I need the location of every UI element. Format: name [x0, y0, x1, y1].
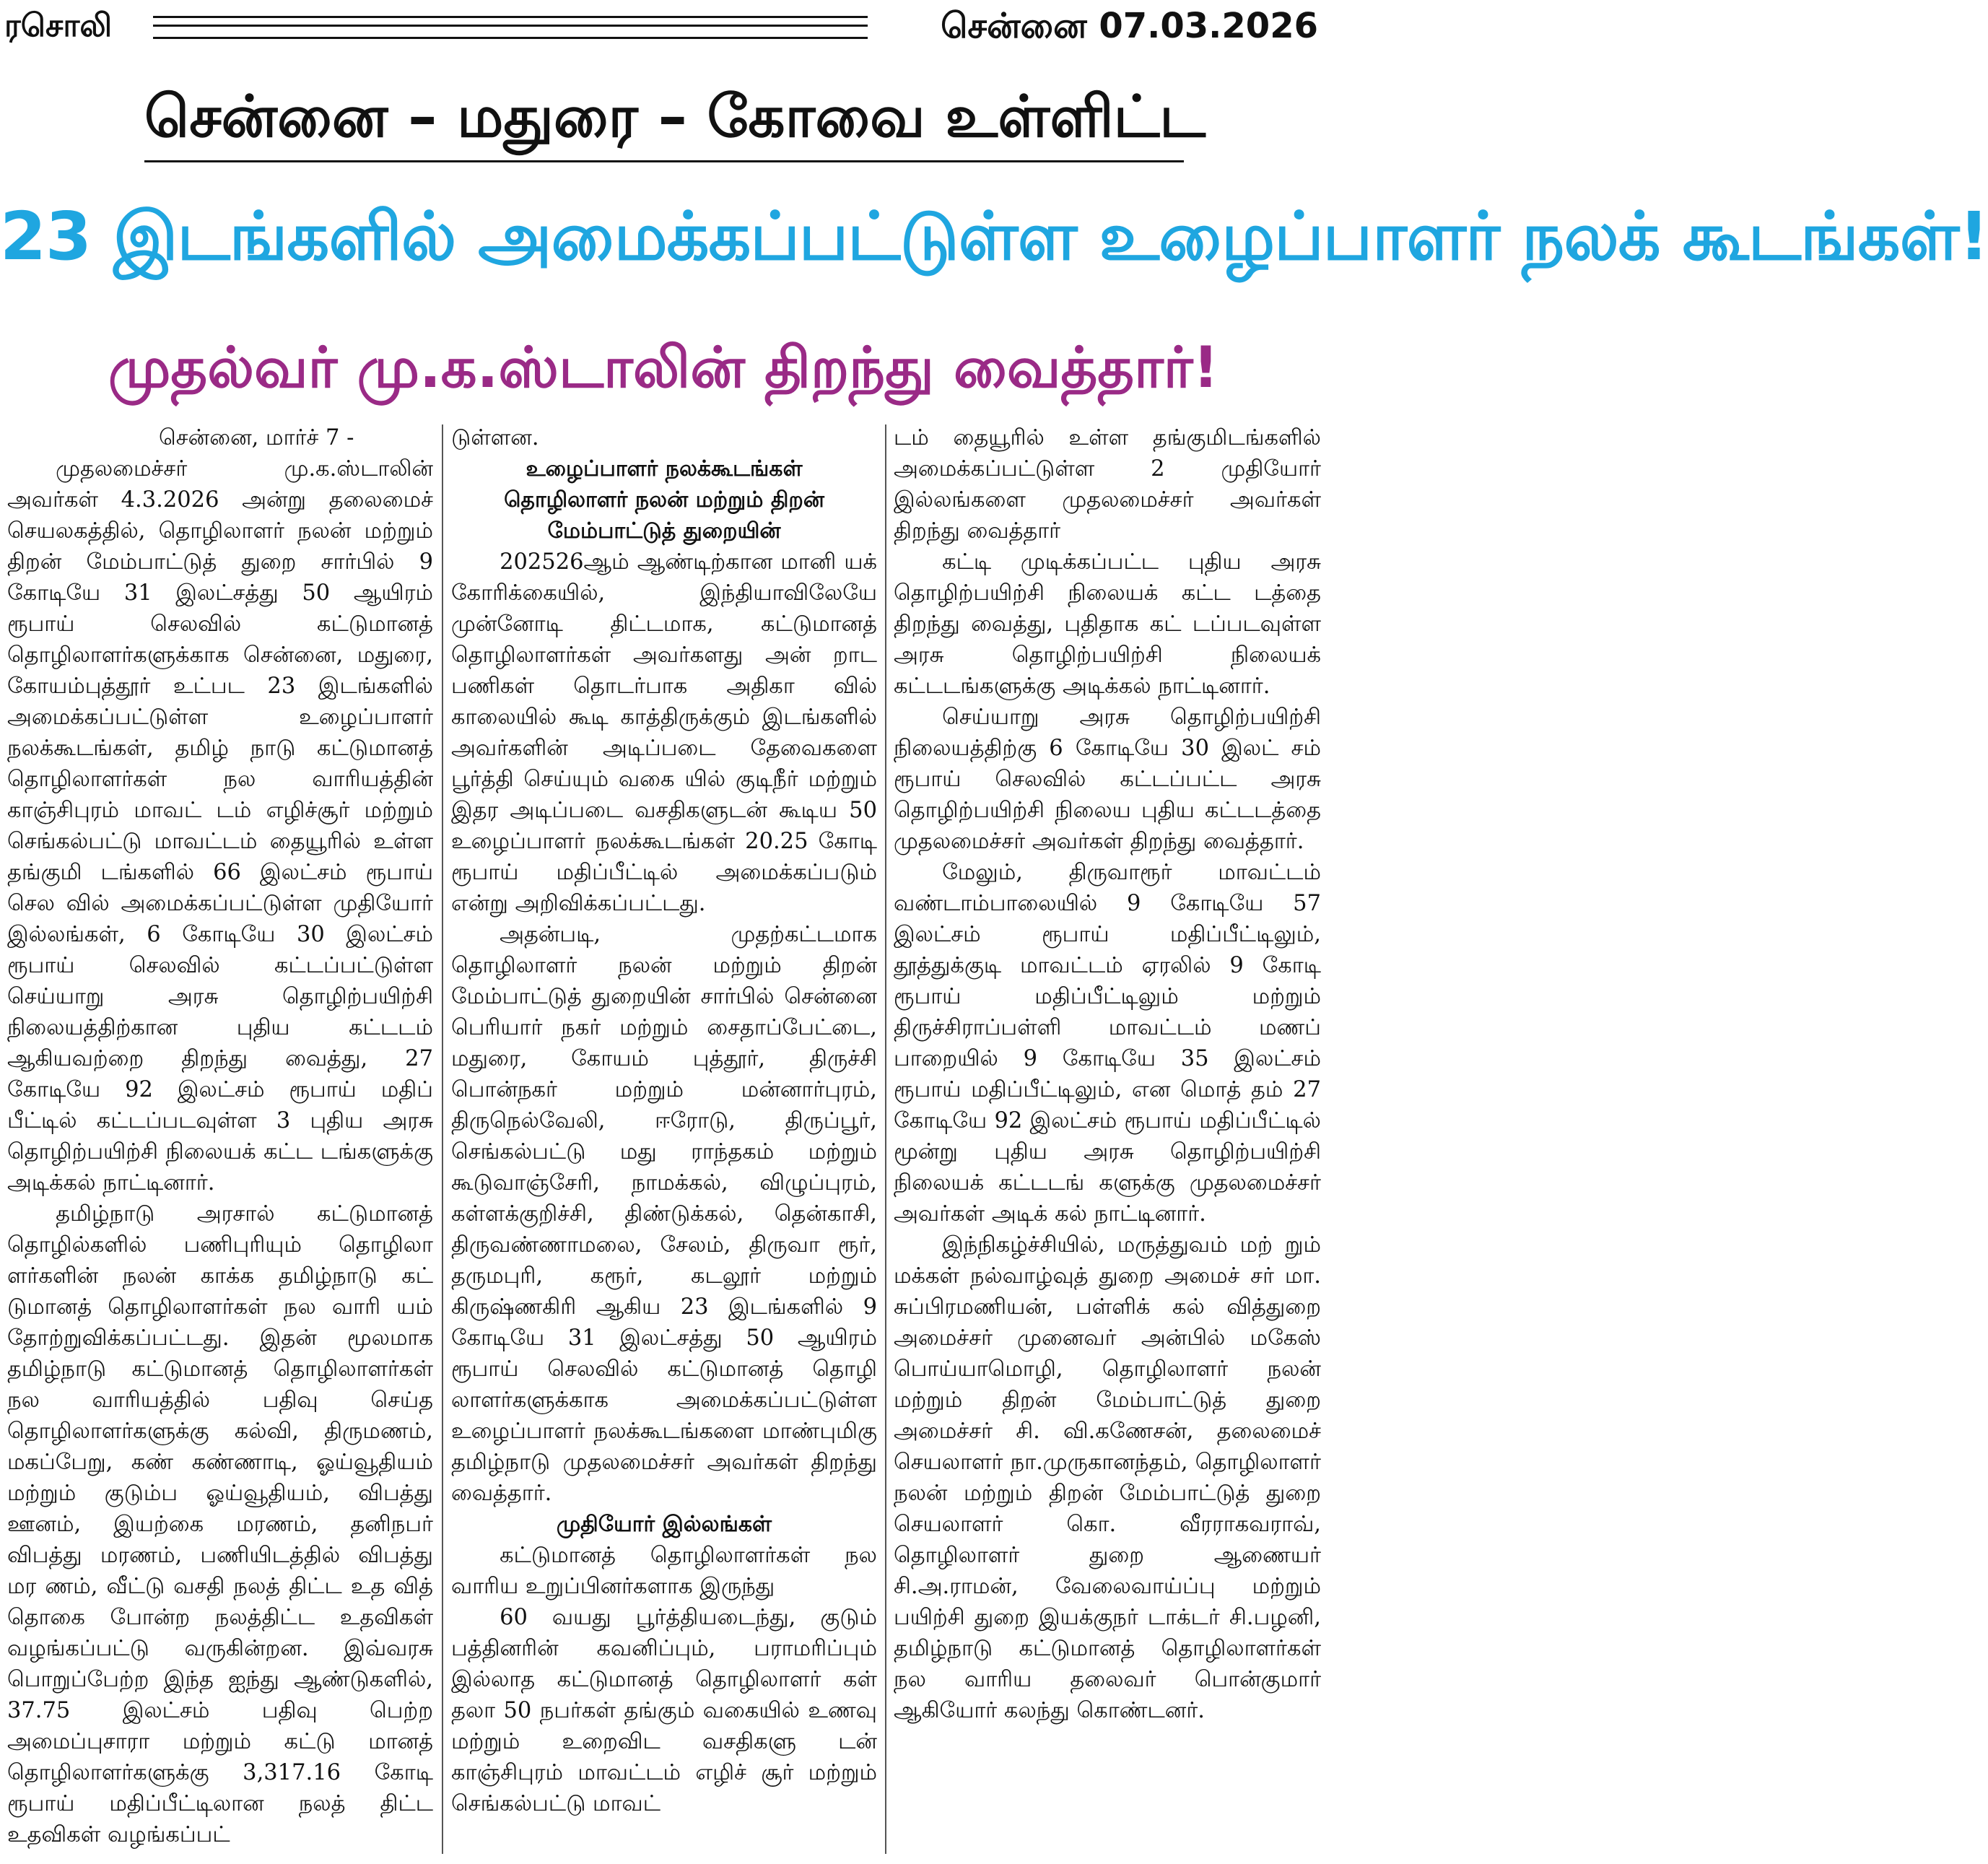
newspaper-name: ரசொலி — [4, 7, 113, 44]
section-heading: உழைப்பாளர் நலக்கூடங்கள் — [526, 456, 803, 482]
article-paragraph-continued: டுள்ளன. — [451, 425, 539, 450]
masthead — [0, 0, 1327, 56]
article-paragraph: 202526ஆம் ஆண்டிற்கான மானி யக் கோரிக்கையில், இந்தியாவிலேயே முன்னோடி திட்டமாக, கட்டுமானத் தொழிலாளர்கள் அவர்களது அன் றாட பணிகள் தொடர்பாக அதிகா வில் காலையில் கூடி காத்திருக்கும் இடங்களில் அவர்களின் அடிப்படை தேவைகளை பூர்த்தி செய்யும் வகை யில் குடிநீர் மற்றும் இதர அடிப்படை வசதிகளுடன் கூடிய 50 உழைப்பாளர் நலக்கூடங்கள் 20.25 கோடி ரூபாய் மதிப்பீட்டில் அமைக்கப்படும் என்று அறிவிக்கப்பட்டது. — [451, 549, 877, 916]
edition-dateline: சென்னை 07.03.2026 — [941, 6, 1318, 46]
masthead-rule — [153, 16, 868, 39]
article-column-2 — [451, 422, 877, 1859]
article-paragraph: கட்டுமானத் தொழிலாளர்கள் நல வாரிய உறுப்பினர்களாக இருந்து — [451, 1543, 877, 1599]
kicker-divider — [144, 160, 1184, 162]
article-paragraph: 60 வயது பூர்த்தியடைந்து, குடும் பத்தினரின் கவனிப்பும், பராமரிப்பும் இல்லாத கட்டுமானத் தொழிலாளர் கள் தலா 50 நபர்கள் தங்கும் வகையில் உணவு மற்றும் உறைவிட வசதிகளு டன் காஞ்சிபுரம் மாவட்டம் எழிச் சூர் மற்றும் செங்கல்பட்டு மாவட் — [451, 1605, 877, 1816]
article-paragraph-continued: டம் தையூரில் உள்ள தங்குமிடங்களில் அமைக்கப்பட்டுள்ள 2 முதியோர் இல்லங்களை முதலமைச்சர் அவர்கள் திறந்து வைத்தார் — [894, 425, 1321, 544]
article-paragraph: செய்யாறு அரசு தொழிற்பயிற்சி நிலையத்திற்கு 6 கோடியே 30 இலட் சம் ரூபாய் செலவில் கட்டப்பட்ட அரசு தொழிற்பயிற்சி நிலைய புதிய கட்டடத்தை முதலமைச்சர் அவர்கள் திறந்து வைத்தார். — [894, 705, 1321, 854]
article-column-3 — [894, 422, 1321, 1859]
column-divider — [885, 424, 886, 1854]
article-paragraph: தமிழ்நாடு அரசால் கட்டுமானத் தொழில்களில் பணிபுரியும் தொழிலா ளர்களின் நலன் காக்க தமிழ்நாடு கட் டுமானத் தொழிலாளர்கள் நல வாரி யம் தோற்றுவிக்கப்பட்டது. இதன் மூலமாக தமிழ்நாடு கட்டுமானத் தொழிலாளர்கள் நல வாரியத்தில் பதிவு செய்த தொழிலாளர்களுக்கு கல்வி, திருமணம், மகப்பேறு, கண் கண்ணாடி, ஓய்வூதியம் மற்றும் குடும்ப ஓய்வூதியம், விபத்து ஊனம், இயற்கை மரணம், தனிநபர் விபத்து மரணம், பணியிடத்தில் விபத்து மர ணம், வீட்டு வசதி நலத் திட்ட உத வித் தொகை போன்ற நலத்திட்ட உதவிகள் வழங்கப்பட்டு வருகின்றன. இவ்வரசு பொறுப்பேற்ற இந்த ஐந்து ஆண்டுகளில், 37.75 இலட்சம் பதிவு பெற்ற அமைப்புசாரா மற்றும் கட்டு மானத் தொழிலாளர்களுக்கு 3,317.16 கோடி ரூபாய் மதிப்பீட்டிலான நலத் திட்ட உதவிகள் வழங்கப்பட் — [7, 1201, 433, 1847]
article-dateline: சென்னை, மார்ச் 7 - — [159, 425, 354, 450]
article-paragraph: கட்டி முடிக்கப்பட்ட புதிய அரசு தொழிற்பயிற்சி நிலையக் கட்ட டத்தை திறந்து வைத்து, புதிதாக கட் டப்படவுள்ள அரசு தொழிற்பயிற்சி நிலையக் கட்டடங்களுக்கு அடிக்கல் நாட்டினார். — [894, 549, 1321, 699]
article-paragraph: மேலும், திருவாரூர் மாவட்டம் வண்டாம்பாலையில் 9 கோடியே 57 இலட்சம் ரூபாய் மதிப்பீட்டிலும், தூத்துக்குடி மாவட்டம் ஏரலில் 9 கோடி ரூபாய் மதிப்பீட்டிலும் மற்றும் திருச்சிராப்பள்ளி மாவட்டம் மணப் பாறையில் 9 கோடியே 35 இலட்சம் ரூபாய் மதிப்பீட்டிலும், என மொத் தம் 27 கோடியே 92 இலட்சம் ரூபாய் மதிப்பீட்டில் மூன்று புதிய அரசு தொழிற்பயிற்சி நிலையக் கட்டடங் களுக்கு முதலமைச்சர் அவர்கள் அடிக் கல் நாட்டினார். — [894, 860, 1321, 1227]
article-paragraph: இந்நிகழ்ச்சியில், மருத்துவம் மற் றும் மக்கள் நல்வாழ்வுத் துறை அமைச் சர் மா. சுப்பிரமணியன், பள்ளிக் கல் வித்துறை அமைச்சர் முனைவர் அன்பில் மகேஸ் பொய்யாமொழி, தொழிலாளர் நலன் மற்றும் திறன் மேம்பாட்டுத் துறை அமைச்சர் சி. வி.கணேசன், தலைமைச் செயலாளர் நா.முருகானந்தம், தொழிலாளர் நலன் மற்றும் திறன் மேம்பாட்டுத் துறை செயலாளர் கொ. வீரராகவராவ், தொழிலாளர் துறை ஆணையர் சி.அ.ராமன், வேலைவாய்ப்பு மற்றும் பயிற்சி துறை இயக்குநர் டாக்டர் சி.பழனி, தமிழ்நாடு கட்டுமானத் தொழிலாளர்கள் நல வாரிய தலைவர் பொன்குமார் ஆகியோர் கலந்து கொண்டனர். — [894, 1232, 1321, 1723]
main-headline: 23 இடங்களில் அமைக்கப்பட்டுள்ள உழைப்பாளர் நலக் கூடங்கள்! — [0, 198, 1988, 275]
sub-headline: முதல்வர் மு.க.ஸ்டாலின் திறந்து வைத்தார்! — [108, 336, 1219, 401]
article-column-1 — [7, 422, 433, 1859]
column-divider — [442, 424, 443, 1854]
section-heading: தொழிலாளர் நலன் மற்றும் திறன் மேம்பாட்டுத் துறையின் — [504, 487, 824, 544]
article-paragraph: அதன்படி, முதற்கட்டமாக தொழிலாளர் நலன் மற்றும் திறன் மேம்பாட்டுத் துறையின் சார்பில் சென்னை பெரியார் நகர் மற்றும் சைதாப்பேட்டை, மதுரை, கோயம் புத்தூர், திருச்சி பொன்நகர் மற்றும் மன்னார்புரம், திருநெல்வேலி, ஈரோடு, திருப்பூர், செங்கல்பட்டு மது ராந்தகம் மற்றும் கூடுவாஞ்சேரி, நாமக்கல், விழுப்புரம், கள்ளக்குறிச்சி, திண்டுக்கல், தென்காசி, திருவண்ணாமலை, சேலம், திருவா ரூர், தருமபுரி, கரூர், கடலூர் மற்றும் கிருஷ்ணகிரி ஆகிய 23 இடங்களில் 9 கோடியே 31 இலட்சத்து 50 ஆயிரம் ரூபாய் செலவில் கட்டுமானத் தொழி லாளர்களுக்காக அமைக்கப்பட்டுள்ள உழைப்பாளர் நலக்கூடங்களை மாண்புமிகு தமிழ்நாடு முதலமைச்சர் அவர்கள் திறந்து வைத்தார். — [451, 922, 877, 1506]
section-heading: முதியோர் இல்லங்கள் — [556, 1512, 772, 1537]
article-paragraph: முதலமைச்சர் மு.க.ஸ்டாலின் அவர்கள் 4.3.2026 அன்று தலைமைச் செயலகத்தில், தொழிலாளர் நலன் மற்றும் திறன் மேம்பாட்டுத் துறை சார்பில் 9 கோடியே 31 இலட்சத்து 50 ஆயிரம் ரூபாய் செலவில் கட்டுமானத் தொழிலாளர்களுக்காக சென்னை, மதுரை, கோயம்புத்தூர் உட்பட 23 இடங்களில் அமைக்கப்பட்டுள்ள உழைப்பாளர் நலக்கூடங்கள், தமிழ் நாடு கட்டுமானத் தொழிலாளர்கள் நல வாரியத்தின் காஞ்சிபுரம் மாவட் டம் எழிச்சூர் மற்றும் செங்கல்பட்டு மாவட்டம் தையூரில் உள்ள தங்குமி டங்களில் 66 இலட்சம் ரூபாய் செல வில் அமைக்கப்பட்டுள்ள முதியோர் இல்லங்கள், 6 கோடியே 30 இலட்சம் ரூபாய் செலவில் கட்டப்பட்டுள்ள செய்யாறு அரசு தொழிற்பயிற்சி நிலையத்திற்கான புதிய கட்டடம் ஆகியவற்றை திறந்து வைத்து, 27 கோடியே 92 இலட்சம் ரூபாய் மதிப் பீட்டில் கட்டப்படவுள்ள 3 புதிய அரசு தொழிற்பயிற்சி நிலையக் கட்ட டங்களுக்கு அடிக்கல் நாட்டினார். — [7, 456, 433, 1196]
headline-kicker: சென்னை – மதுரை – கோவை உள்ளிட்ட — [144, 83, 1206, 150]
